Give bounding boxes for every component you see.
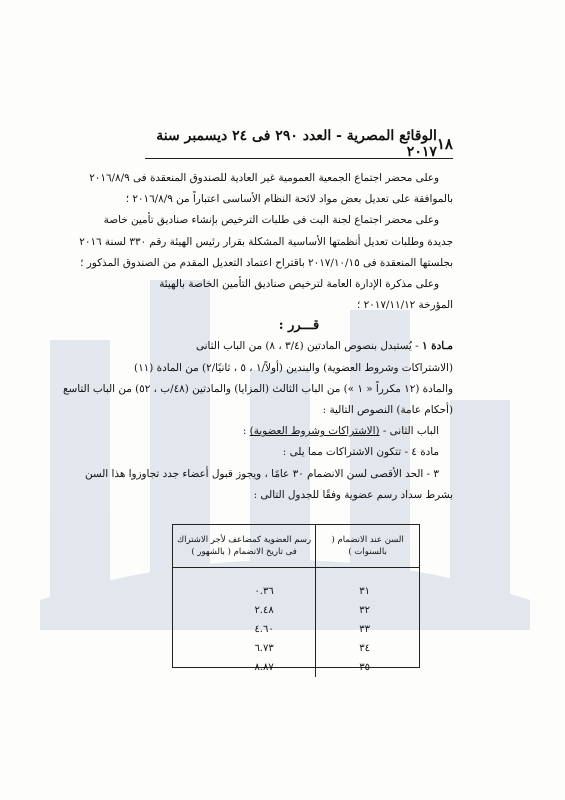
paragraph-line: بجلستها المنعقدة فى ٢٠١٧/١٠/١٥ باقتراح اعتماد التعديل المقدم من الصندوق المذكور ؛ bbox=[80, 256, 453, 269]
decision-title: قـــرر : bbox=[278, 318, 320, 334]
paragraph-line: المؤرخة ٢٠١٧/١١/١٢ ؛ bbox=[356, 299, 453, 312]
membership-fee-table bbox=[172, 524, 420, 673]
paragraph-line: وعلى محضر اجتماع لجنة البت فى طلبات الترخيص بإنشاء صناديق تأمين خاصة bbox=[103, 214, 439, 227]
item-3-line: بشرط سداد رسم عضوية وفقًا للجدول التالى : bbox=[253, 488, 453, 501]
chapter-prefix: الباب الثانى - bbox=[379, 425, 439, 438]
article-1-line: (الاشتراكات وشروط العضوية) والبندين (أولاً/١ ، ٥ ، ثانيًا/٢) من المادة (١١) bbox=[134, 361, 453, 374]
page-header bbox=[145, 128, 453, 160]
paragraph-line: وعلى محضر اجتماع الجمعية العمومية غير العادية للصندوق المنعقدة فى ٢٠١٦/٨/٩ bbox=[89, 172, 439, 184]
paragraph-line: بالموافقة على تعديل بعض مواد لائحة النظام الأساسى اعتباراً من ٢٠١٦/٨/٩ ؛ bbox=[125, 193, 453, 206]
table-header-fee: رسم العضوية كمضاعف لأجر الاشتراك فى تاريخ الانضمام ( بالشهور ) bbox=[173, 525, 316, 568]
table-row bbox=[173, 582, 419, 601]
age-cell: ٣٤ bbox=[316, 639, 419, 658]
fee-cell: ٤.٦٠ bbox=[254, 624, 274, 635]
fee-cell: ٢.٤٨ bbox=[254, 605, 274, 616]
chapter-line bbox=[145, 421, 453, 442]
age-cell: ٣٢ bbox=[316, 601, 419, 620]
age-cell: ٣٥ bbox=[316, 658, 419, 677]
article-1-text: - يُستبدل بنصوص المادتين (٣/٤ ، ٨) من الباب الثانى bbox=[195, 340, 422, 353]
table-row bbox=[173, 620, 419, 639]
publication-line: الوقائع المصرية - العدد ٢٩٠ فى ٢٤ ديسمبر سنة ٢٠١٧ bbox=[156, 128, 437, 160]
fee-cell: ٠.٣٦ bbox=[254, 586, 274, 597]
chapter-title: (الاشتراكات وشروط العضوية) bbox=[249, 425, 380, 438]
age-cell: ٣٣ bbox=[316, 620, 419, 639]
document-body bbox=[63, 168, 453, 506]
chapter-suffix: : bbox=[242, 425, 250, 438]
age-cell: ٣١ bbox=[316, 582, 419, 601]
table-header-age: السن عند الانضمام ( بالسنوات ) bbox=[316, 525, 419, 568]
article-1-line: (أحكام عامة) النصوص التالية : bbox=[322, 404, 453, 417]
table-row bbox=[173, 658, 419, 677]
article-1-line: والمادة (١٢ مكرراً « ١ ») من الباب الثالث (المزايا) والمادتين (٤٨/ب ، ٥٢) من الباب التاسع bbox=[63, 382, 453, 395]
paragraph-line: وعلى مذكرة الإدارة العامة لترخيص صناديق التأمين الخاصة بالهيئة bbox=[159, 278, 439, 291]
page-number: ١٨ bbox=[436, 135, 453, 153]
article-1-line bbox=[145, 336, 453, 357]
fee-cell: ٨.٨٧ bbox=[254, 662, 274, 673]
table-row bbox=[173, 601, 419, 620]
table-row bbox=[173, 639, 419, 658]
item-3-line: ٣ - الحد الأقصى لسن الانضمام ٣٠ عامًا ، ويجوز قبول أعضاء جدد تجاوزوا هذا السن bbox=[84, 467, 439, 480]
article-4-line: مادة ٤ - تتكون الاشتراكات مما يلى : bbox=[282, 446, 439, 459]
article-1-label: مـادة ١ bbox=[421, 340, 453, 353]
paragraph-line: جديدة وطلبات تعديل أنظمتها الأساسية المشكلة بقرار رئيس الهيئة رقم ٣٣٠ لسنة ٢٠١٦ bbox=[79, 235, 453, 248]
fee-cell: ٦.٧٣ bbox=[254, 643, 274, 654]
